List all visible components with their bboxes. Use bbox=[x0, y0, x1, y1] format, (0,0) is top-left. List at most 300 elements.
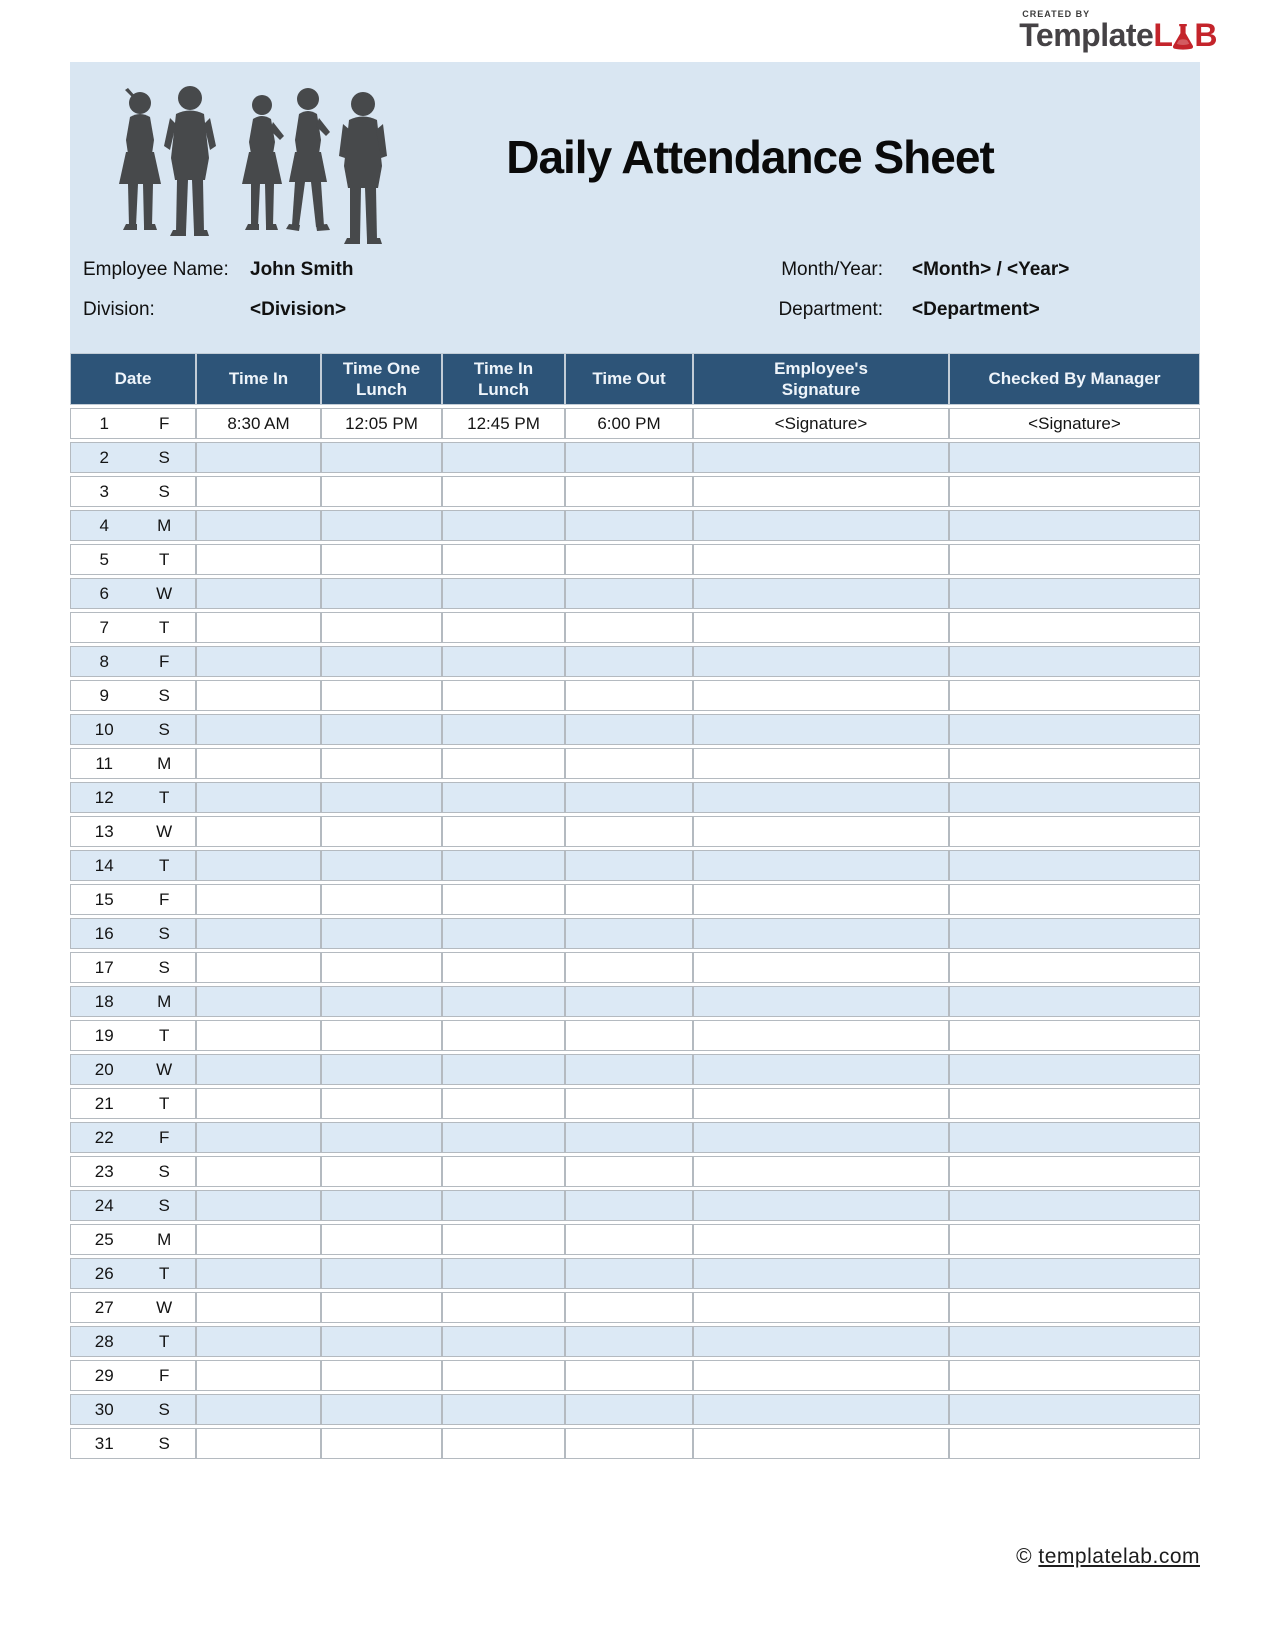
time-out-cell bbox=[565, 1190, 693, 1221]
time-in-lunch-cell bbox=[442, 748, 565, 779]
date-number: 10 bbox=[94, 719, 114, 739]
time-out-cell bbox=[565, 986, 693, 1017]
date-number: 21 bbox=[94, 1093, 114, 1113]
time-in-cell bbox=[196, 476, 321, 507]
day-letter: S bbox=[158, 1161, 170, 1181]
date-number: 6 bbox=[99, 583, 109, 603]
checked-by-manager-cell bbox=[949, 1224, 1200, 1255]
attendance-row bbox=[70, 884, 1200, 915]
date-cell bbox=[70, 952, 196, 983]
column-header-time-in: Time In bbox=[196, 353, 321, 405]
checked-by-manager-cell bbox=[949, 952, 1200, 983]
date-cell bbox=[70, 1122, 196, 1153]
attendance-row bbox=[70, 1394, 1200, 1425]
attendance-row bbox=[70, 1156, 1200, 1187]
time-in-cell bbox=[196, 1224, 321, 1255]
department-label: Department: bbox=[778, 299, 883, 320]
time-in-cell bbox=[196, 1292, 321, 1323]
date-cell bbox=[70, 544, 196, 575]
time-in-lunch-cell bbox=[442, 510, 565, 541]
attendance-row bbox=[70, 748, 1200, 779]
checked-by-manager-cell bbox=[949, 986, 1200, 1017]
date-cell bbox=[70, 1360, 196, 1391]
attendance-row bbox=[70, 476, 1200, 507]
date-cell bbox=[70, 1292, 196, 1323]
footer bbox=[1016, 1545, 1200, 1569]
time-in-lunch-cell bbox=[442, 1292, 565, 1323]
time-out-cell bbox=[565, 1326, 693, 1357]
checked-by-manager-cell bbox=[949, 612, 1200, 643]
time-in-cell bbox=[196, 1088, 321, 1119]
day-letter: T bbox=[158, 1263, 170, 1283]
checked-by-manager-cell bbox=[949, 748, 1200, 779]
attendance-row bbox=[70, 1292, 1200, 1323]
time-in-cell bbox=[196, 850, 321, 881]
date-cell bbox=[70, 1088, 196, 1119]
checked-by-manager-cell bbox=[949, 1394, 1200, 1425]
employee-signature-cell bbox=[693, 782, 949, 813]
time-in-lunch-cell bbox=[442, 1258, 565, 1289]
date-number: 30 bbox=[94, 1399, 114, 1419]
time-in-lunch-cell bbox=[442, 1394, 565, 1425]
attendance-row bbox=[70, 442, 1200, 473]
date-number: 12 bbox=[94, 787, 114, 807]
attendance-row bbox=[70, 1122, 1200, 1153]
time-out-cell bbox=[565, 1054, 693, 1085]
day-letter: S bbox=[158, 957, 170, 977]
date-number: 24 bbox=[94, 1195, 114, 1215]
date-cell bbox=[70, 1394, 196, 1425]
attendance-row bbox=[70, 850, 1200, 881]
time-one-lunch-cell bbox=[321, 544, 442, 575]
time-in-lunch-cell bbox=[442, 1190, 565, 1221]
day-letter: F bbox=[158, 1127, 170, 1147]
time-one-lunch-cell bbox=[321, 714, 442, 745]
date-number: 3 bbox=[99, 481, 109, 501]
time-in-cell bbox=[196, 646, 321, 677]
date-cell bbox=[70, 1156, 196, 1187]
flask-icon bbox=[1171, 23, 1195, 50]
attendance-row bbox=[70, 782, 1200, 813]
employee-signature-cell bbox=[693, 1224, 949, 1255]
month-year-value: <Month> / <Year> bbox=[912, 259, 1070, 280]
date-cell bbox=[70, 816, 196, 847]
brand-lab-b: B bbox=[1194, 17, 1217, 53]
brand-template-text: Template bbox=[1019, 17, 1154, 53]
time-out-cell bbox=[565, 1020, 693, 1051]
employee-signature-cell bbox=[693, 1054, 949, 1085]
day-letter: S bbox=[158, 923, 170, 943]
time-one-lunch-cell bbox=[321, 646, 442, 677]
column-header-time-in-lunch: Time In Lunch bbox=[442, 353, 565, 405]
checked-by-manager-cell bbox=[949, 578, 1200, 609]
time-in-cell bbox=[196, 544, 321, 575]
time-in-lunch-cell bbox=[442, 1326, 565, 1357]
attendance-row bbox=[70, 952, 1200, 983]
date-number: 25 bbox=[94, 1229, 114, 1249]
attendance-row bbox=[70, 578, 1200, 609]
attendance-row bbox=[70, 918, 1200, 949]
time-one-lunch-cell bbox=[321, 612, 442, 643]
day-letter: T bbox=[158, 1025, 170, 1045]
day-letter: F bbox=[158, 889, 170, 909]
date-number: 4 bbox=[99, 515, 109, 535]
attendance-row bbox=[70, 1428, 1200, 1459]
time-in-lunch-cell: 12:45 PM bbox=[442, 408, 565, 439]
checked-by-manager-cell bbox=[949, 850, 1200, 881]
time-in-cell bbox=[196, 1326, 321, 1357]
date-number: 8 bbox=[99, 651, 109, 671]
time-one-lunch-cell bbox=[321, 1258, 442, 1289]
time-in-lunch-cell bbox=[442, 1020, 565, 1051]
date-number: 22 bbox=[94, 1127, 114, 1147]
month-year-label: Month/Year: bbox=[781, 259, 883, 280]
attendance-row bbox=[70, 408, 1200, 439]
attendance-row bbox=[70, 680, 1200, 711]
time-in-lunch-cell bbox=[442, 884, 565, 915]
employee-signature-cell bbox=[693, 918, 949, 949]
time-in-lunch-cell bbox=[442, 1122, 565, 1153]
day-letter: T bbox=[158, 855, 170, 875]
time-in-cell bbox=[196, 918, 321, 949]
time-one-lunch-cell bbox=[321, 476, 442, 507]
time-out-cell bbox=[565, 714, 693, 745]
day-letter: M bbox=[157, 1229, 172, 1249]
employee-signature-cell bbox=[693, 816, 949, 847]
day-letter: T bbox=[158, 787, 170, 807]
employee-signature-cell bbox=[693, 442, 949, 473]
employee-signature-cell bbox=[693, 1156, 949, 1187]
time-out-cell bbox=[565, 1258, 693, 1289]
time-in-cell bbox=[196, 578, 321, 609]
time-in-lunch-cell bbox=[442, 1428, 565, 1459]
employee-signature-cell bbox=[693, 612, 949, 643]
division-value: <Division> bbox=[250, 299, 347, 320]
time-in-lunch-cell bbox=[442, 1360, 565, 1391]
date-cell bbox=[70, 476, 196, 507]
checked-by-manager-cell bbox=[949, 884, 1200, 915]
column-header-employee-signature: Employee's Signature bbox=[693, 353, 949, 405]
time-out-cell bbox=[565, 1428, 693, 1459]
time-in-lunch-cell bbox=[442, 1224, 565, 1255]
time-out-cell bbox=[565, 850, 693, 881]
time-one-lunch-cell bbox=[321, 442, 442, 473]
time-one-lunch-cell bbox=[321, 884, 442, 915]
time-in-cell bbox=[196, 1190, 321, 1221]
day-letter: S bbox=[158, 719, 170, 739]
column-header-checked-by-manager: Checked By Manager bbox=[949, 353, 1200, 405]
time-in-cell bbox=[196, 714, 321, 745]
time-in-cell bbox=[196, 510, 321, 541]
time-in-lunch-cell bbox=[442, 1088, 565, 1119]
time-in-lunch-cell bbox=[442, 476, 565, 507]
time-out-cell bbox=[565, 918, 693, 949]
time-one-lunch-cell bbox=[321, 1360, 442, 1391]
employee-signature-cell bbox=[693, 476, 949, 507]
time-one-lunch-cell bbox=[321, 1326, 442, 1357]
employee-signature-cell bbox=[693, 544, 949, 575]
attendance-table-body bbox=[70, 408, 1200, 1459]
date-cell bbox=[70, 918, 196, 949]
time-out-cell bbox=[565, 1394, 693, 1425]
column-header-time-out: Time Out bbox=[565, 353, 693, 405]
day-letter: T bbox=[158, 1331, 170, 1351]
employee-signature-cell bbox=[693, 1190, 949, 1221]
date-cell bbox=[70, 714, 196, 745]
time-in-cell bbox=[196, 1360, 321, 1391]
info-line-1 bbox=[70, 255, 1200, 285]
checked-by-manager-cell bbox=[949, 1190, 1200, 1221]
time-out-cell bbox=[565, 578, 693, 609]
time-out-cell bbox=[565, 612, 693, 643]
date-number: 26 bbox=[94, 1263, 114, 1283]
time-in-cell bbox=[196, 1394, 321, 1425]
day-letter: S bbox=[158, 447, 170, 467]
checked-by-manager-cell bbox=[949, 544, 1200, 575]
day-letter: W bbox=[156, 821, 173, 841]
day-letter: F bbox=[158, 1365, 170, 1385]
time-one-lunch-cell bbox=[321, 1122, 442, 1153]
date-cell bbox=[70, 578, 196, 609]
checked-by-manager-cell bbox=[949, 1054, 1200, 1085]
time-in-cell bbox=[196, 748, 321, 779]
day-letter: M bbox=[157, 753, 172, 773]
employee-signature-cell bbox=[693, 1292, 949, 1323]
time-in-cell bbox=[196, 612, 321, 643]
page-title: Daily Attendance Sheet bbox=[506, 131, 994, 183]
date-cell bbox=[70, 680, 196, 711]
time-in-cell bbox=[196, 782, 321, 813]
templatelab-logo[interactable] bbox=[1019, 9, 1217, 51]
time-in-lunch-cell bbox=[442, 816, 565, 847]
time-one-lunch-cell bbox=[321, 578, 442, 609]
date-cell bbox=[70, 1326, 196, 1357]
time-one-lunch-cell bbox=[321, 680, 442, 711]
attendance-row bbox=[70, 1258, 1200, 1289]
employee-signature-cell bbox=[693, 748, 949, 779]
time-in-lunch-cell bbox=[442, 1054, 565, 1085]
time-out-cell: 6:00 PM bbox=[565, 408, 693, 439]
attendance-table bbox=[70, 350, 1200, 1462]
time-in-cell bbox=[196, 1122, 321, 1153]
time-out-cell bbox=[565, 782, 693, 813]
info-line-2 bbox=[70, 295, 1200, 325]
day-letter: S bbox=[158, 1433, 170, 1453]
date-cell bbox=[70, 1020, 196, 1051]
checked-by-manager-cell: <Signature> bbox=[949, 408, 1200, 439]
time-one-lunch-cell bbox=[321, 986, 442, 1017]
attendance-row bbox=[70, 1020, 1200, 1051]
employee-signature-cell bbox=[693, 850, 949, 881]
date-cell bbox=[70, 408, 196, 439]
date-cell bbox=[70, 1190, 196, 1221]
time-out-cell bbox=[565, 510, 693, 541]
time-in-cell bbox=[196, 1156, 321, 1187]
time-in-lunch-cell bbox=[442, 782, 565, 813]
day-letter: T bbox=[158, 1093, 170, 1113]
time-in-lunch-cell bbox=[442, 918, 565, 949]
attendance-row bbox=[70, 1224, 1200, 1255]
time-in-lunch-cell bbox=[442, 612, 565, 643]
date-number: 9 bbox=[99, 685, 109, 705]
time-out-cell bbox=[565, 1292, 693, 1323]
checked-by-manager-cell bbox=[949, 816, 1200, 847]
employee-signature-cell bbox=[693, 1394, 949, 1425]
checked-by-manager-cell bbox=[949, 510, 1200, 541]
checked-by-manager-cell bbox=[949, 1326, 1200, 1357]
time-one-lunch-cell bbox=[321, 1054, 442, 1085]
date-cell bbox=[70, 782, 196, 813]
time-out-cell bbox=[565, 442, 693, 473]
employee-signature-cell bbox=[693, 884, 949, 915]
date-number: 23 bbox=[94, 1161, 114, 1181]
checked-by-manager-cell bbox=[949, 1122, 1200, 1153]
checked-by-manager-cell bbox=[949, 1360, 1200, 1391]
date-number: 17 bbox=[94, 957, 114, 977]
checked-by-manager-cell bbox=[949, 442, 1200, 473]
date-number: 18 bbox=[94, 991, 114, 1011]
department-value: <Department> bbox=[912, 299, 1040, 320]
attendance-row bbox=[70, 646, 1200, 677]
day-letter: S bbox=[158, 1399, 170, 1419]
attendance-row bbox=[70, 986, 1200, 1017]
date-cell bbox=[70, 612, 196, 643]
day-letter: F bbox=[158, 651, 170, 671]
time-out-cell bbox=[565, 544, 693, 575]
time-in-lunch-cell bbox=[442, 714, 565, 745]
checked-by-manager-cell bbox=[949, 782, 1200, 813]
date-number: 7 bbox=[99, 617, 109, 637]
date-cell bbox=[70, 1428, 196, 1459]
attendance-row bbox=[70, 1360, 1200, 1391]
time-in-lunch-cell bbox=[442, 850, 565, 881]
time-in-lunch-cell bbox=[442, 952, 565, 983]
attendance-row bbox=[70, 510, 1200, 541]
date-number: 14 bbox=[94, 855, 114, 875]
day-letter: M bbox=[157, 515, 172, 535]
time-in-cell: 8:30 AM bbox=[196, 408, 321, 439]
date-cell bbox=[70, 510, 196, 541]
date-number: 20 bbox=[94, 1059, 114, 1079]
time-one-lunch-cell bbox=[321, 952, 442, 983]
people-silhouette-image bbox=[100, 84, 410, 252]
time-out-cell bbox=[565, 748, 693, 779]
attendance-row bbox=[70, 612, 1200, 643]
brand-lab-l: L bbox=[1153, 17, 1173, 53]
templatelab-link[interactable]: templatelab.com bbox=[1038, 1545, 1200, 1568]
attendance-row bbox=[70, 1088, 1200, 1119]
time-in-lunch-cell bbox=[442, 442, 565, 473]
date-cell bbox=[70, 850, 196, 881]
time-one-lunch-cell bbox=[321, 1156, 442, 1187]
time-out-cell bbox=[565, 884, 693, 915]
time-in-cell bbox=[196, 884, 321, 915]
time-one-lunch-cell bbox=[321, 1292, 442, 1323]
date-cell bbox=[70, 1224, 196, 1255]
division-label: Division: bbox=[83, 299, 155, 320]
checked-by-manager-cell bbox=[949, 714, 1200, 745]
time-out-cell bbox=[565, 1360, 693, 1391]
day-letter: M bbox=[157, 991, 172, 1011]
employee-signature-cell bbox=[693, 680, 949, 711]
time-one-lunch-cell bbox=[321, 510, 442, 541]
employee-name-value: John Smith bbox=[250, 259, 354, 280]
time-in-cell bbox=[196, 816, 321, 847]
employee-signature-cell bbox=[693, 510, 949, 541]
time-in-cell bbox=[196, 442, 321, 473]
date-cell bbox=[70, 1054, 196, 1085]
employee-signature-cell bbox=[693, 1326, 949, 1357]
attendance-row bbox=[70, 1054, 1200, 1085]
time-in-lunch-cell bbox=[442, 1156, 565, 1187]
time-in-lunch-cell bbox=[442, 544, 565, 575]
date-cell bbox=[70, 748, 196, 779]
date-number: 16 bbox=[94, 923, 114, 943]
time-one-lunch-cell bbox=[321, 782, 442, 813]
time-one-lunch-cell bbox=[321, 918, 442, 949]
employee-signature-cell bbox=[693, 714, 949, 745]
employee-signature-cell bbox=[693, 1088, 949, 1119]
time-out-cell bbox=[565, 1224, 693, 1255]
checked-by-manager-cell bbox=[949, 1020, 1200, 1051]
date-number: 13 bbox=[94, 821, 114, 841]
time-in-cell bbox=[196, 952, 321, 983]
time-out-cell bbox=[565, 1088, 693, 1119]
date-number: 19 bbox=[94, 1025, 114, 1045]
day-letter: W bbox=[156, 583, 173, 603]
time-one-lunch-cell bbox=[321, 1088, 442, 1119]
header-band bbox=[70, 62, 1200, 353]
date-number: 31 bbox=[94, 1433, 114, 1453]
time-one-lunch-cell bbox=[321, 1428, 442, 1459]
employee-signature-cell bbox=[693, 578, 949, 609]
employee-signature-cell bbox=[693, 1258, 949, 1289]
employee-signature-cell bbox=[693, 952, 949, 983]
time-one-lunch-cell bbox=[321, 850, 442, 881]
checked-by-manager-cell bbox=[949, 1428, 1200, 1459]
time-in-cell bbox=[196, 680, 321, 711]
time-one-lunch-cell bbox=[321, 1394, 442, 1425]
date-number: 29 bbox=[94, 1365, 114, 1385]
date-cell bbox=[70, 986, 196, 1017]
date-number: 5 bbox=[99, 549, 109, 569]
time-in-lunch-cell bbox=[442, 986, 565, 1017]
time-in-lunch-cell bbox=[442, 578, 565, 609]
time-one-lunch-cell bbox=[321, 1190, 442, 1221]
column-header-time-one-lunch: Time One Lunch bbox=[321, 353, 442, 405]
time-in-cell bbox=[196, 1020, 321, 1051]
time-out-cell bbox=[565, 1156, 693, 1187]
checked-by-manager-cell bbox=[949, 646, 1200, 677]
employee-signature-cell bbox=[693, 1360, 949, 1391]
attendance-row bbox=[70, 714, 1200, 745]
time-out-cell bbox=[565, 816, 693, 847]
employee-name-label: Employee Name: bbox=[83, 259, 229, 280]
day-letter: S bbox=[158, 481, 170, 501]
brand-name bbox=[1019, 19, 1217, 51]
employee-signature-cell bbox=[693, 646, 949, 677]
time-out-cell bbox=[565, 476, 693, 507]
attendance-row bbox=[70, 1190, 1200, 1221]
time-one-lunch-cell bbox=[321, 748, 442, 779]
day-letter: W bbox=[156, 1297, 173, 1317]
time-one-lunch-cell: 12:05 PM bbox=[321, 408, 442, 439]
date-cell bbox=[70, 646, 196, 677]
date-number: 2 bbox=[99, 447, 109, 467]
checked-by-manager-cell bbox=[949, 1088, 1200, 1119]
time-in-cell bbox=[196, 1258, 321, 1289]
time-out-cell bbox=[565, 680, 693, 711]
